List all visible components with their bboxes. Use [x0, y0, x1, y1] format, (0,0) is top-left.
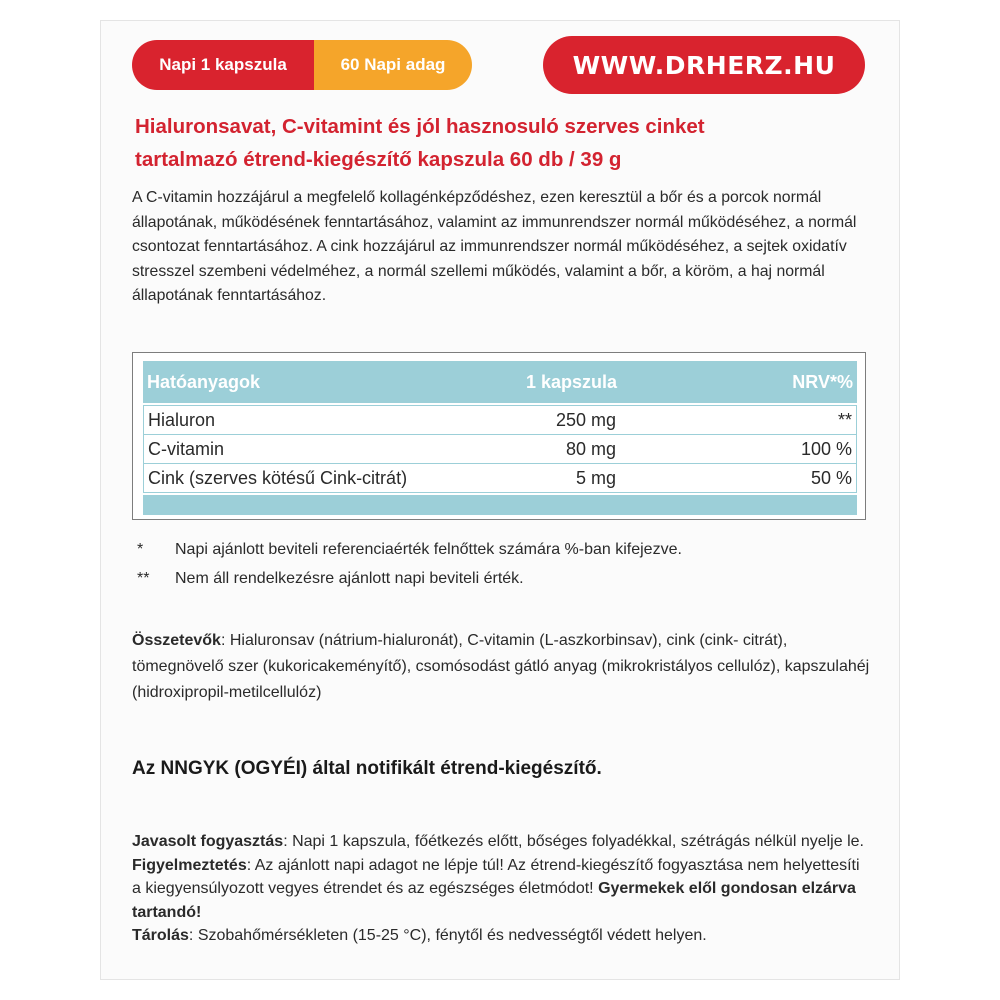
warning-text: : Az ajánlott napi adagot ne lépje túl! Az étrend-kiegészítő fogyasztása nem helyettesíti a kiegyensúlyozott vegyes étrendet és az egészséges életmódot! — [132, 856, 860, 897]
table-footnotes — [137, 535, 857, 593]
ingredient-amount: 5 mg — [575, 467, 616, 488]
table-row — [143, 434, 857, 464]
ingredient-amount: 80 mg — [565, 438, 616, 459]
recommended-use-text: : Napi 1 kapszula, főétkezés előtt, bőséges folyadékkal, szétrágás nélkül nyelje le. — [283, 833, 864, 850]
ingredient-nrv: ** — [837, 409, 852, 430]
table-footer-bar — [143, 495, 857, 515]
children-warning: Gyermekek elől gondosan elzárva tartandó! — [132, 880, 856, 921]
product-title — [135, 110, 855, 176]
footnote-text: Napi ajánlott beviteli referenciaérték felnőttek számára %-ban kifejezve. — [175, 541, 682, 558]
nutrition-table — [132, 352, 866, 520]
ingredient-nrv: 100 % — [800, 438, 852, 459]
footnote-mark: * — [137, 541, 144, 558]
notification-statement: Az NNGYK (OGYÉI) által notifikált étrend-kiegészítő. — [132, 758, 602, 779]
daily-dose-pill: Napi 1 kapszula — [132, 40, 314, 90]
header-per-capsule: 1 kapszula — [525, 371, 617, 392]
header-nrv: NRV*% — [792, 371, 853, 392]
ingredients-section — [132, 628, 872, 706]
ingredient-amount: 250 mg — [555, 409, 616, 430]
product-title-line-2: tartalmazó étrend-kiegészítő kapszula 60 db / 39 g — [135, 148, 622, 171]
footnote — [137, 535, 857, 564]
footnote-mark: ** — [137, 570, 150, 587]
ingredient-nrv: 50 % — [810, 467, 852, 488]
ingredient-name: Cink (szerves kötésű Cink-citrát) — [148, 467, 408, 488]
recommended-use-label: Javasolt fogyasztás — [132, 833, 284, 850]
ingredients-label: Összetevők — [132, 632, 221, 649]
health-claims-text: A C-vitamin hozzájárul a megfelelő kollagénképződéshez, ezen keresztül a bőr és a porcok normál állapotának, működésének fenntartásához, valamint az immunrendszer normál működéséhez, a normál csontozat fenntartásához. A cink hozzájárul az immunrendszer normál működéséhez, a sejtek oxidatív stresszel szembeni védelméhez, a normál szellemi működés, valamint a bőr, a köröm, a haj normál állapotának fenntartásához. — [132, 189, 857, 304]
website-link[interactable]: WWW.DRHERZ.HU — [543, 36, 865, 94]
dosage-badge — [132, 40, 472, 90]
storage-label: Tárolás — [132, 927, 189, 944]
table-row — [143, 405, 857, 435]
daily-servings-pill: 60 Napi adag — [314, 40, 472, 90]
table-header-row — [143, 361, 857, 403]
ingredient-name: Hialuron — [148, 409, 216, 430]
table-row — [143, 463, 857, 493]
storage-text: : Szobahőmérsékleten (15-25 °C), fénytől és nedvességtől védett helyen. — [188, 927, 707, 944]
ingredient-name: C-vitamin — [148, 438, 225, 459]
usage-section — [132, 830, 872, 948]
ingredients-text: : Hialuronsav (nátrium-hialuronát), C-vitamin (L-aszkorbinsav), cink (cink- citrát), tömegnövelő szer (kukoricakeményítő), csomósodást gátló anyag (mikrokristályos cellulóz), kapszulahéj (hidroxipropil-metilcellulóz) — [132, 632, 870, 701]
footnote-text: Nem áll rendelkezésre ajánlott napi beviteli érték. — [175, 570, 524, 587]
warning-label: Figyelmeztetés — [132, 856, 247, 874]
product-title-line-1: Hialuronsavat, C-vitamint és jól hasznosuló szerves cinket — [135, 115, 705, 138]
header-active-ingredients: Hatóanyagok — [147, 371, 261, 392]
footnote — [137, 564, 857, 593]
